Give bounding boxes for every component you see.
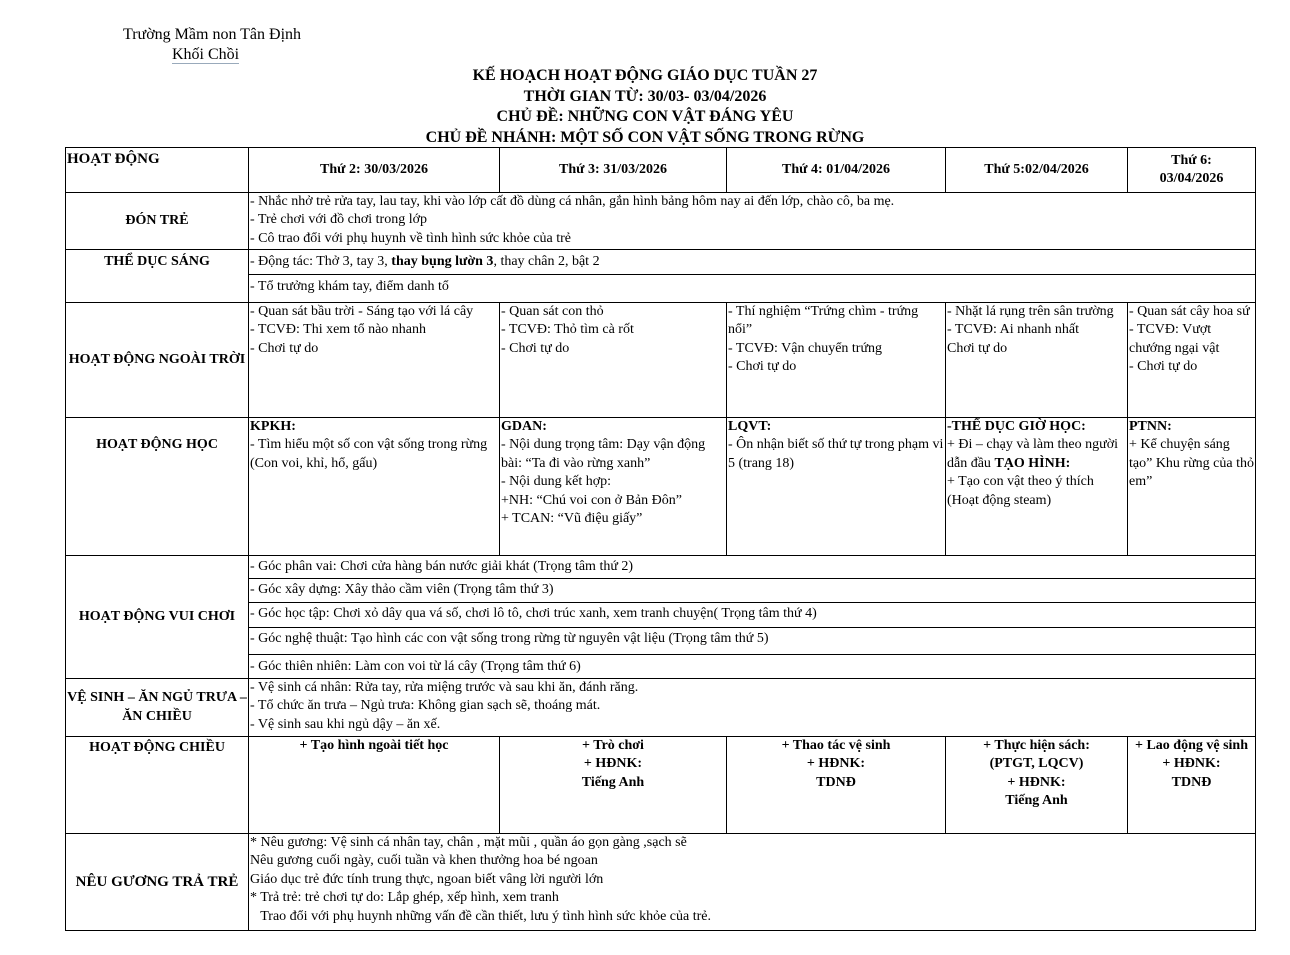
outdoor-fri [1128, 303, 1256, 418]
play-line: - Góc phân vai: Chơi cửa hàng bán nước giải khát (Trọng tâm thứ 2) [249, 556, 1255, 579]
play-line: - Góc xây dựng: Xây thảo cầm viên (Trọng tâm thứ 3) [249, 579, 1255, 602]
row-praise [66, 834, 1256, 931]
welcome-content [249, 193, 1256, 250]
learning-tue [500, 418, 727, 556]
learning-line: - Ôn nhận biết số thứ tự trong phạm vi 5 (trang 18) [728, 437, 944, 471]
learning-wed [727, 418, 946, 556]
learning-line: + Tạo con vật theo ý thích (Hoạt động steam) [947, 474, 1094, 508]
outdoor-line: - TCVĐ: Thi xem tổ nào nhanh [250, 322, 427, 338]
outdoor-line: - TCVĐ: Vượt chướng ngại vật [1129, 322, 1220, 356]
learning-mon [249, 418, 500, 556]
learning-subject-inline: TẠO HÌNH: [994, 455, 1071, 471]
afternoon-line: + HĐNK: [1162, 756, 1221, 772]
afternoon-line: + Tạo hình ngoài tiết học [299, 738, 449, 754]
outdoor-line: - Chơi tự do [1129, 359, 1198, 375]
praise-line: Giáo dục trẻ đức tính trung thực, ngoan biết vâng lời người lớn [250, 871, 604, 887]
exercise-line [249, 250, 1255, 275]
learning-line: + TCAN: “Vũ điệu giấy” [501, 511, 643, 527]
plan-title: KẾ HOẠCH HOẠT ĐỘNG GIÁO DỤC TUẦN 27 [472, 67, 818, 84]
row-label-play: HOẠT ĐỘNG VUI CHƠI [66, 556, 249, 679]
praise-line: Trao đổi với phụ huynh những vấn đề cần thiết, lưu ý tình hình sức khỏe của trẻ. [250, 908, 711, 924]
school-name: Trường Mầm non Tân Định [123, 26, 302, 43]
welcome-line: - Trẻ chơi với đồ chơi trong lớp [250, 212, 427, 228]
outdoor-line: - TCVĐ: Thỏ tìm cà rốt [501, 322, 634, 338]
outdoor-line: - Nhặt lá rụng trên sân trường [947, 304, 1114, 319]
outdoor-wed [727, 303, 946, 418]
learning-subject: -THỂ DỤC GIỜ HỌC: [947, 419, 1086, 434]
row-label-welcome: ĐÓN TRẺ [66, 193, 249, 250]
class-block [172, 46, 239, 64]
welcome-line: - Cô trao đổi với phụ huynh về tình hình sức khỏe của trẻ [250, 230, 571, 246]
outdoor-line: - Thí nghiệm “Trứng chìm - trứng nổi” [728, 304, 919, 338]
row-play [66, 556, 1256, 679]
header-row [66, 148, 1256, 193]
exercise-line: - Tổ trưởng khám tay, điểm danh tổ [250, 279, 449, 295]
activity-column-header: HOẠT ĐỘNG [66, 148, 249, 193]
play-line: - Góc thiên nhiên: Làm con voi từ lá cây (Trọng tâm thứ 6) [250, 658, 581, 674]
learning-subject: LQVT: [728, 419, 772, 434]
exercise-text-a: - Động tác: Thở 3, tay 3, [250, 254, 392, 269]
praise-line: Nêu gương cuối ngày, cuối tuần và khen thưởng hoa bé ngoan [250, 853, 598, 869]
morning-exercise-content [249, 250, 1256, 303]
outdoor-line: - Chơi tự do [250, 340, 319, 356]
outdoor-line: - Chơi tự do [728, 359, 797, 375]
plan-period: THỜI GIAN TỪ: 30/03- 03/04/2026 [523, 88, 767, 105]
afternoon-line: Tiếng Anh [581, 774, 645, 790]
class-block-text: Khối Chồi [172, 46, 240, 63]
weekly-plan-table [65, 147, 1256, 931]
afternoon-line: + HĐNK: [1007, 774, 1066, 790]
day-header-wed: Thứ 4: 01/04/2026 [727, 148, 946, 193]
welcome-line: - Nhắc nhở trẻ rửa tay, lau tay, khi vào lớp cất đồ dùng cá nhân, gắn hình bảng hôm nay ai đến lớp, chào cô, ba mẹ. [250, 194, 895, 209]
praise-content [249, 834, 1256, 931]
plan-subtheme: CHỦ ĐỀ NHÁNH: MỘT SỐ CON VẬT SỐNG TRONG RỪNG [425, 129, 865, 146]
row-label-morning-exercise: THỂ DỤC SÁNG [66, 250, 249, 303]
afternoon-fri [1128, 737, 1256, 834]
hygiene-content [249, 679, 1256, 737]
outdoor-mon [249, 303, 500, 418]
hygiene-line: - Vệ sinh cá nhân: Rửa tay, rửa miệng trước và sau khi ăn, đánh răng. [250, 680, 639, 696]
play-line: - Góc nghệ thuật: Tạo hình các con vật sống trong rừng từ nguyên vật liệu (Trọng tâm thứ 5) [249, 628, 1255, 654]
learning-line: + Kể chuyện sáng tạo” Khu rừng của thỏ em” [1129, 437, 1254, 490]
play-line: - Góc học tập: Chơi xỏ dây qua vá số, chơi lô tô, chơi trúc xanh, xem tranh chuyện( Trọng tâm thứ 4) [249, 603, 1255, 628]
learning-subject: GDAN: [501, 419, 547, 434]
learning-subject: PTNN: [1129, 419, 1172, 434]
afternoon-line: TDNĐ [816, 774, 856, 790]
afternoon-line: + Thao tác vệ sinh [781, 738, 891, 754]
day-header-mon: Thứ 2: 30/03/2026 [249, 148, 500, 193]
learning-line: - Nội dung trọng tâm: Dạy vận động bài: “Ta đi vào rừng xanh” [501, 437, 706, 471]
row-welcome [66, 193, 1256, 250]
row-afternoon [66, 737, 1256, 834]
exercise-text-c: , thay chân 2, bật 2 [493, 254, 600, 269]
afternoon-line: + Trò chơi [582, 738, 644, 754]
learning-text: + Đi – chạy và làm theo người dẫn đầu [947, 437, 1119, 471]
row-learning [66, 418, 1256, 556]
outdoor-line: - TCVĐ: Vận chuyển trứng [728, 340, 883, 356]
play-content [249, 556, 1256, 679]
row-label-afternoon: HOẠT ĐỘNG CHIỀU [66, 737, 249, 834]
learning-subject: KPKH: [250, 419, 296, 434]
plan-theme: CHỦ ĐỀ: NHỮNG CON VẬT ĐÁNG YÊU [496, 108, 794, 125]
day-header-thu: Thứ 5:02/04/2026 [946, 148, 1128, 193]
row-label-outdoor: HOẠT ĐỘNG NGOÀI TRỜI [66, 303, 249, 418]
afternoon-thu [946, 737, 1128, 834]
day-header-fri-date: 03/04/2026 [1159, 171, 1224, 186]
learning-line [947, 436, 1126, 473]
row-label-learning: HOẠT ĐỘNG HỌC [66, 418, 249, 556]
outdoor-line: - Quan sát con thỏ [501, 304, 604, 319]
learning-line: - Tìm hiểu một số con vật sống trong rừng (Con voi, khỉ, hổ, gấu) [250, 437, 488, 471]
outdoor-tue [500, 303, 727, 418]
hygiene-line: - Tổ chức ăn trưa – Ngủ trưa: Không gian sạch sẽ, thoáng mát. [250, 698, 601, 714]
afternoon-mon [249, 737, 500, 834]
afternoon-line: + Lao động vệ sinh [1134, 738, 1248, 754]
outdoor-line: Chơi tự do [947, 340, 1008, 356]
praise-line: * Trả trẻ: trẻ chơi tự do: Lắp ghép, xếp hình, xem tranh [250, 890, 559, 906]
learning-line: +NH: “Chú voi con ở Bản Đôn” [501, 492, 682, 508]
day-header-tue: Thứ 3: 31/03/2026 [500, 148, 727, 193]
outdoor-thu [946, 303, 1128, 418]
afternoon-wed [727, 737, 946, 834]
afternoon-line: + HĐNK: [806, 756, 866, 772]
row-morning-exercise [66, 250, 1256, 303]
outdoor-line: - TCVĐ: Ai nhanh nhất [947, 322, 1079, 338]
day-header-fri-day: Thứ 6: [1171, 152, 1212, 168]
afternoon-tue [500, 737, 727, 834]
row-label-praise: NÊU GƯƠNG TRẢ TRẺ [66, 834, 249, 931]
learning-fri [1128, 418, 1256, 556]
exercise-text-bold: thay bụng lườn 3 [391, 254, 494, 269]
learning-line: - Nội dung kết hợp: [501, 474, 612, 490]
afternoon-line: + Thực hiện sách: [983, 738, 1090, 754]
afternoon-line: + HĐNK: [583, 756, 643, 772]
afternoon-line: TDNĐ [1171, 774, 1212, 790]
learning-thu [946, 418, 1128, 556]
outdoor-line: - Quan sát cây hoa sứ [1129, 304, 1250, 319]
outdoor-line: - Quan sát bầu trời - Sáng tạo với lá cây [250, 304, 474, 319]
day-header-fri [1128, 148, 1256, 193]
afternoon-line: Tiếng Anh [1005, 793, 1068, 809]
outdoor-line: - Chơi tự do [501, 340, 570, 356]
praise-line: * Nêu gương: Vệ sinh cá nhân tay, chân , mặt mũi , quần áo gọn gàng ,sạch sẽ [250, 835, 687, 851]
row-outdoor [66, 303, 1256, 418]
afternoon-line: (PTGT, LQCV) [989, 756, 1084, 772]
row-hygiene [66, 679, 1256, 737]
hygiene-line: - Vệ sinh sau khi ngủ dậy – ăn xế. [250, 716, 441, 732]
row-label-hygiene: VỆ SINH – ĂN NGỦ TRƯA – ĂN CHIỀU [66, 679, 249, 737]
